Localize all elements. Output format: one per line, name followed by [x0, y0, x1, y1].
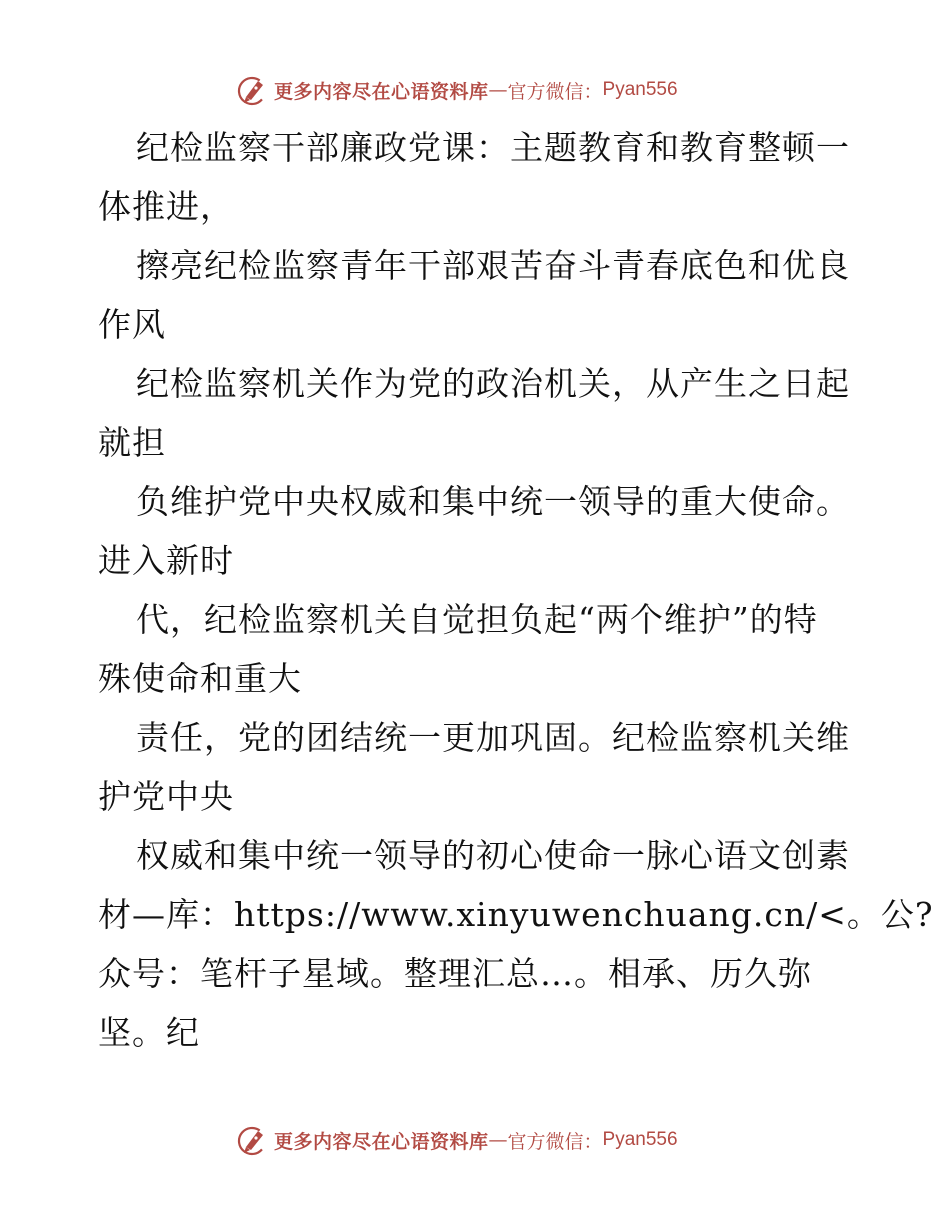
text-line: 擦亮纪检监察青年干部艰苦奋斗青春底色和优良 — [136, 246, 850, 285]
banner-label: 官方微信： — [507, 80, 603, 103]
text-line: 权威和集中统一领导的初心使命一脉心语文创素 — [136, 836, 850, 875]
text-line: 殊使命和重大 — [98, 659, 302, 698]
text-line: 负维护党中央权威和集中统一领导的重大使命。 — [136, 482, 850, 521]
pen-nib-logo-icon — [236, 1123, 270, 1157]
text-line: 材—库：https://www.xinyuwenchuang.cn/<。公? — [98, 895, 934, 934]
text-line: 体推进， — [98, 187, 234, 226]
text-line: 众号：笔杆子星域。整理汇总…。相承、历久弥 — [98, 954, 812, 993]
footer-banner — [236, 1122, 678, 1158]
text-line: 纪检监察干部廉政党课：主题教育和教育整顿一 — [136, 128, 850, 167]
text-line: 纪检监察机关作为党的政治机关，从产生之日起 — [136, 364, 850, 403]
banner-brand: 更多内容尽在心语资料库 — [274, 80, 489, 103]
banner-dash: — — [488, 1129, 508, 1151]
text-line: 坚。纪 — [98, 1013, 200, 1052]
text-line: 护党中央 — [98, 777, 234, 816]
pen-nib-logo-icon — [236, 73, 270, 107]
text-line: 代，纪检监察机关自觉担负起“两个维护”的特 — [136, 600, 818, 639]
text-line: 就担 — [98, 423, 166, 462]
text-line: 作风 — [98, 305, 166, 344]
document-body — [98, 118, 934, 1062]
header-banner — [236, 72, 678, 108]
text-line: 进入新时 — [98, 541, 234, 580]
banner-wechat-id: Pyan556 — [602, 1129, 678, 1150]
banner-wechat-id: Pyan556 — [602, 79, 678, 100]
banner-dash: — — [488, 79, 508, 101]
banner-label: 官方微信： — [507, 1130, 603, 1153]
banner-brand: 更多内容尽在心语资料库 — [274, 1130, 489, 1153]
text-line: 责任，党的团结统一更加巩固。纪检监察机关维 — [136, 718, 850, 757]
